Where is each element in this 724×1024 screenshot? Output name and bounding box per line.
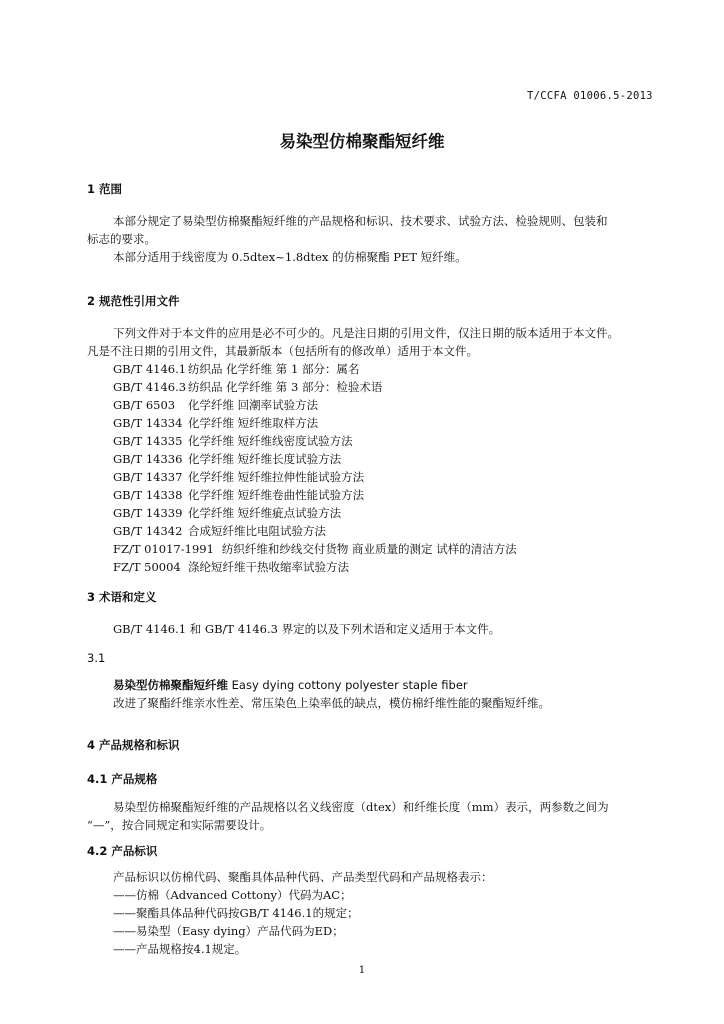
subsection-4-1-para-line-2: “—”，按合同规定和实际需要设计。 bbox=[87, 818, 272, 832]
reference-item bbox=[113, 469, 364, 485]
section-1-para-2: 本部分适用于线密度为 0.5dtex~1.8dtex 的仿棉聚酯 PET 短纤维。 bbox=[113, 250, 467, 264]
reference-item bbox=[113, 451, 341, 467]
reference-item bbox=[113, 397, 318, 413]
reference-item bbox=[113, 379, 382, 395]
subsection-4-1-para-line-1: 易染型仿棉聚酯短纤维的产品规格以名义线密度（dtex）和纤维长度（mm）表示，两参数之间为 bbox=[113, 800, 609, 814]
reference-code: GB/T 14339 bbox=[113, 506, 183, 520]
section-1-para-1-line-1: 本部分规定了易染型仿棉聚酯短纤维的产品规格和标识、技术要求、试验方法、检验规则、包装和 bbox=[113, 214, 608, 228]
reference-code: GB/T 4146.3 bbox=[113, 380, 187, 394]
subsection-4-2-intro: 产品标识以仿棉代码、聚酯具体品种代码、产品类型代码和产品规格表示： bbox=[113, 870, 493, 884]
section-2-para-line-1: 下列文件对于本文件的应用是必不可少的。凡是注日期的引用文件，仅注日期的版本适用于本文件。 bbox=[113, 326, 619, 340]
list-item: ——产品规格按4.1规定。 bbox=[113, 942, 247, 956]
subsection-4-1-heading: 4.1 产品规格 bbox=[87, 772, 158, 786]
reference-title: 纺织品 化学纤维 第 1 部分：属名 bbox=[188, 362, 360, 376]
reference-code: FZ/T 50004 bbox=[113, 560, 181, 574]
reference-item bbox=[113, 505, 341, 521]
reference-title: 化学纤维 短纤维线密度试验方法 bbox=[188, 434, 353, 448]
reference-title: 化学纤维 短纤维卷曲性能试验方法 bbox=[188, 488, 365, 502]
section-2-para-line-2: 凡是不注日期的引用文件，其最新版本（包括所有的修改单）适用于本文件。 bbox=[87, 344, 478, 358]
reference-title: 化学纤维 短纤维疵点试验方法 bbox=[188, 506, 342, 520]
section-1-heading: 1 范围 bbox=[87, 182, 123, 196]
page-title: 易染型仿棉聚酯短纤维 bbox=[279, 132, 445, 151]
reference-code: FZ/T 01017-1991 bbox=[113, 542, 214, 556]
page-number: 1 bbox=[358, 964, 366, 976]
reference-item bbox=[113, 487, 364, 503]
section-3-heading: 3 术语和定义 bbox=[87, 590, 157, 604]
reference-item bbox=[113, 415, 318, 431]
subsection-3-1-number: 3.1 bbox=[87, 651, 106, 665]
reference-code: GB/T 4146.1 bbox=[113, 362, 187, 376]
reference-code: GB/T 14342 bbox=[113, 524, 183, 538]
list-item: ——仿棉（Advanced Cottony）代码为AC； bbox=[113, 888, 352, 902]
reference-title: 纺织纤维和纱线交付货物 商业质量的测定 试样的清洁方法 bbox=[221, 542, 517, 556]
section-2-heading: 2 规范性引用文件 bbox=[87, 294, 180, 308]
reference-item bbox=[113, 559, 349, 575]
subsection-4-2-heading: 4.2 产品标识 bbox=[87, 844, 158, 858]
reference-title: 化学纤维 回潮率试验方法 bbox=[188, 398, 319, 412]
reference-code: GB/T 14336 bbox=[113, 452, 183, 466]
term-english: Easy dying cottony polyester staple fiber bbox=[231, 678, 468, 692]
document-code: T/CCFA 01006.5-2013 bbox=[527, 90, 653, 102]
reference-code: GB/T 14338 bbox=[113, 488, 183, 502]
reference-code: GB/T 14337 bbox=[113, 470, 183, 484]
list-item: ——易染型（Easy dying）产品代码为ED； bbox=[113, 924, 344, 938]
reference-item bbox=[113, 541, 517, 557]
reference-title: 纺织品 化学纤维 第 3 部分：检验术语 bbox=[188, 380, 383, 394]
section-3-para: GB/T 4146.1 和 GB/T 4146.3 界定的以及下列术语和定义适用于本文件。 bbox=[113, 622, 501, 636]
term-chinese: 易染型仿棉聚酯短纤维 bbox=[113, 678, 228, 692]
reference-code: GB/T 14334 bbox=[113, 416, 183, 430]
section-1-para-1-line-2: 标志的要求。 bbox=[87, 232, 156, 246]
reference-code: GB/T 6503 bbox=[113, 398, 176, 412]
reference-title: 化学纤维 短纤维取样方法 bbox=[188, 416, 319, 430]
reference-item bbox=[113, 361, 359, 377]
term-entry bbox=[113, 677, 468, 693]
section-4-heading: 4 产品规格和标识 bbox=[87, 738, 180, 752]
reference-item bbox=[113, 433, 353, 449]
reference-item bbox=[113, 523, 326, 539]
reference-title: 化学纤维 短纤维拉伸性能试验方法 bbox=[188, 470, 365, 484]
reference-code: GB/T 14335 bbox=[113, 434, 183, 448]
reference-title: 化学纤维 短纤维长度试验方法 bbox=[188, 452, 342, 466]
reference-title: 合成短纤维比电阻试验方法 bbox=[188, 524, 326, 538]
reference-title: 涤纶短纤维干热收缩率试验方法 bbox=[188, 560, 349, 574]
list-item: ——聚酯具体品种代码按GB/T 4146.1的规定； bbox=[113, 906, 359, 920]
term-definition: 改进了聚酯纤维亲水性差、常压染色上染率低的缺点，模仿棉纤维性能的聚酯短纤维。 bbox=[113, 696, 550, 710]
